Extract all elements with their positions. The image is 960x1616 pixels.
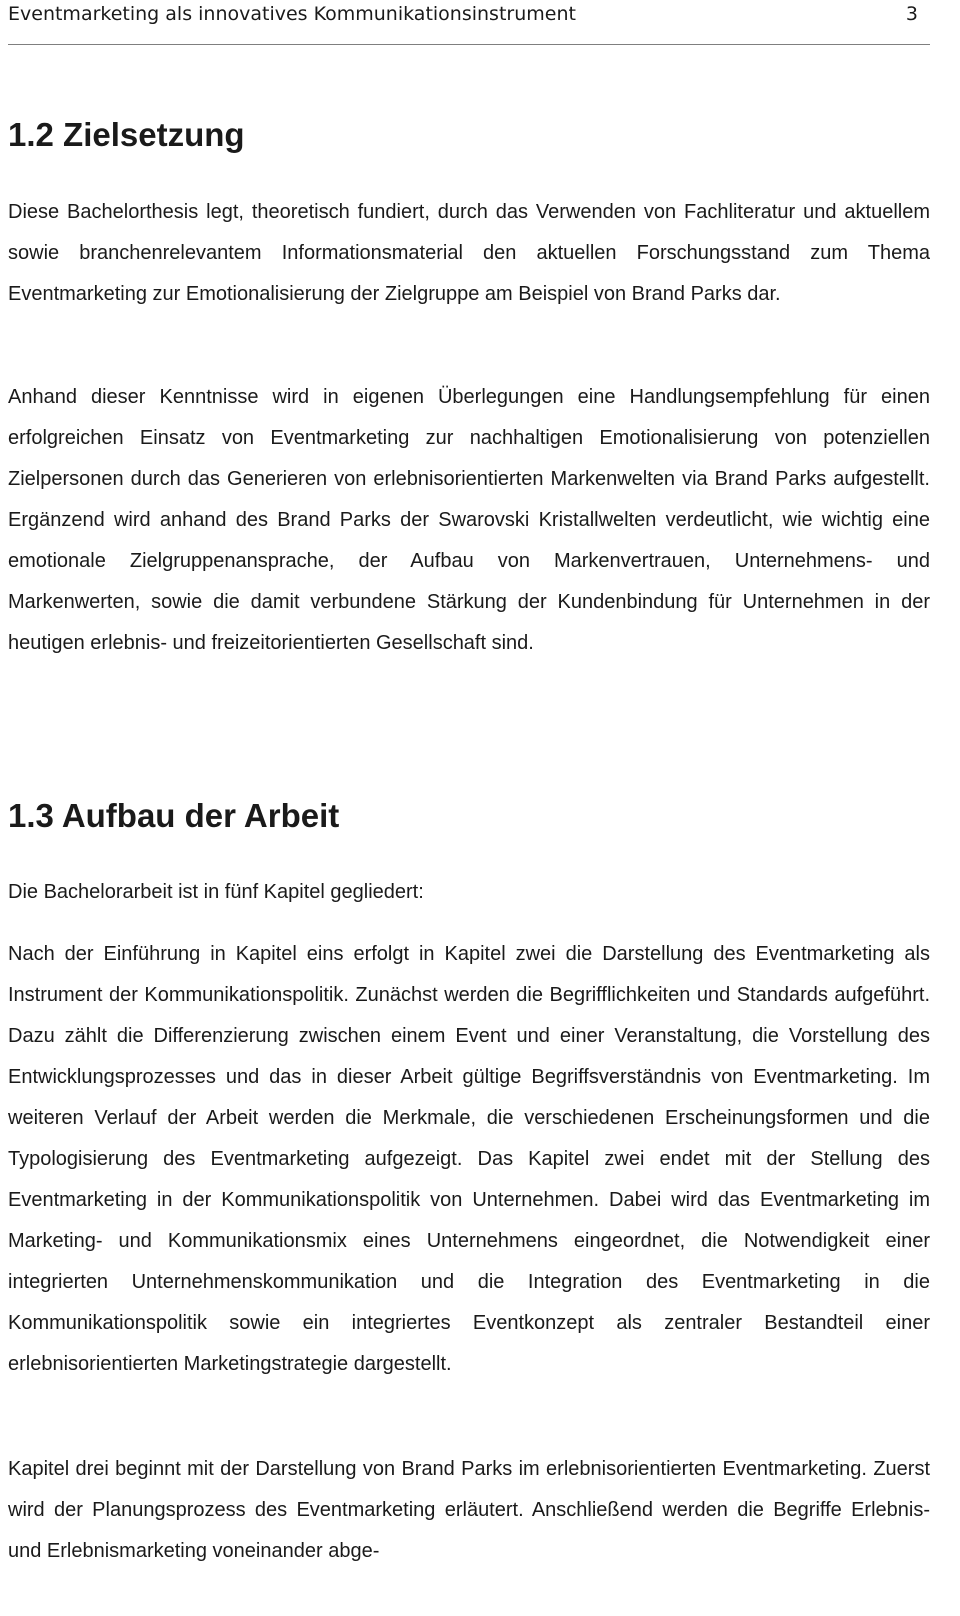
paragraph-aufbau-1: Die Bachelorarbeit ist in fünf Kapitel gegliedert: (8, 881, 424, 903)
paragraph-aufbau-3: Kapitel drei beginnt mit der Darstellung von Brand Parks im erlebnisorientierten Eventmarketing. Zuerst wird der Planungsprozess des Eventmarketing erläutert. Anschließend werden die Begriffe Erlebnis- und Erlebnismarketing voneinander abge- (8, 1458, 930, 1562)
section-heading-aufbau: 1.3 Aufbau der Arbeit (8, 797, 340, 834)
paragraph-zielsetzung-1: Diese Bachelorthesis legt, theoretisch fundiert, durch das Verwenden von Fachliteratur und aktuellem sowie branchenrelevantem Informationsmaterial den aktuellen Forschungsstand zum Thema Eventmarketing zur Emotionalisierung der Zielgruppe am Beispiel von Brand Parks dar. (8, 201, 930, 305)
header-title: Eventmarketing als innovatives Kommunikationsinstrument (8, 3, 576, 25)
section-heading-zielsetzung: 1.2 Zielsetzung (8, 116, 245, 153)
page-number: 3 (905, 3, 918, 25)
running-header (8, 0, 930, 45)
paragraph-aufbau-2: Nach der Einführung in Kapitel eins erfolgt in Kapitel zwei die Darstellung des Eventmarketing als Instrument der Kommunikationspolitik. Zunächst werden die Begrifflichkeiten und Standards aufgeführt. Dazu zählt die Differenzierung zwischen einem Event und einer Veranstaltung, die Vorstellung des Entwicklungsprozesses und das in dieser Arbeit gültige Begriffsverständnis von Eventmarketing. Im weiteren Verlauf der Arbeit werden die Merkmale, die verschiedenen Erscheinungsformen und die Typologisierung des Eventmarketing aufgezeigt. Das Kapitel zwei endet mit der Stellung des Eventmarketing in der Kommunikationspolitik von Unternehmen. Dabei wird das Eventmarketing im Marketing- und Kommunikationsmix eines Unternehmens eingeordnet, die Notwendigkeit einer integrierten Unternehmenskommunikation und die Integration des Eventmarketing in die Kommunikationspolitik sowie ein integriertes Eventkonzept als zentraler Bestandteil einer erlebnisorientierten Marketingstrategie dargestellt. (8, 943, 930, 1375)
paragraph-zielsetzung-2: Anhand dieser Kenntnisse wird in eigenen Überlegungen eine Handlungsempfehlung für einen erfolgreichen Einsatz von Eventmarketing zur nachhaltigen Emotionalisierung von potenziellen Zielpersonen durch das Generieren von erlebnisorientierten Markenwelten via Brand Parks aufgestellt. Ergänzend wird anhand des Brand Parks der Swarovski Kristallwelten verdeutlicht, wie wichtig eine emotionale Zielgruppenansprache, der Aufbau von Markenvertrauen, Unternehmens- und Markenwerten, sowie die damit verbundene Stärkung der Kundenbindung für Unternehmen in der heutigen erlebnis- und freizeitorientierten Gesellschaft sind. (8, 386, 930, 654)
